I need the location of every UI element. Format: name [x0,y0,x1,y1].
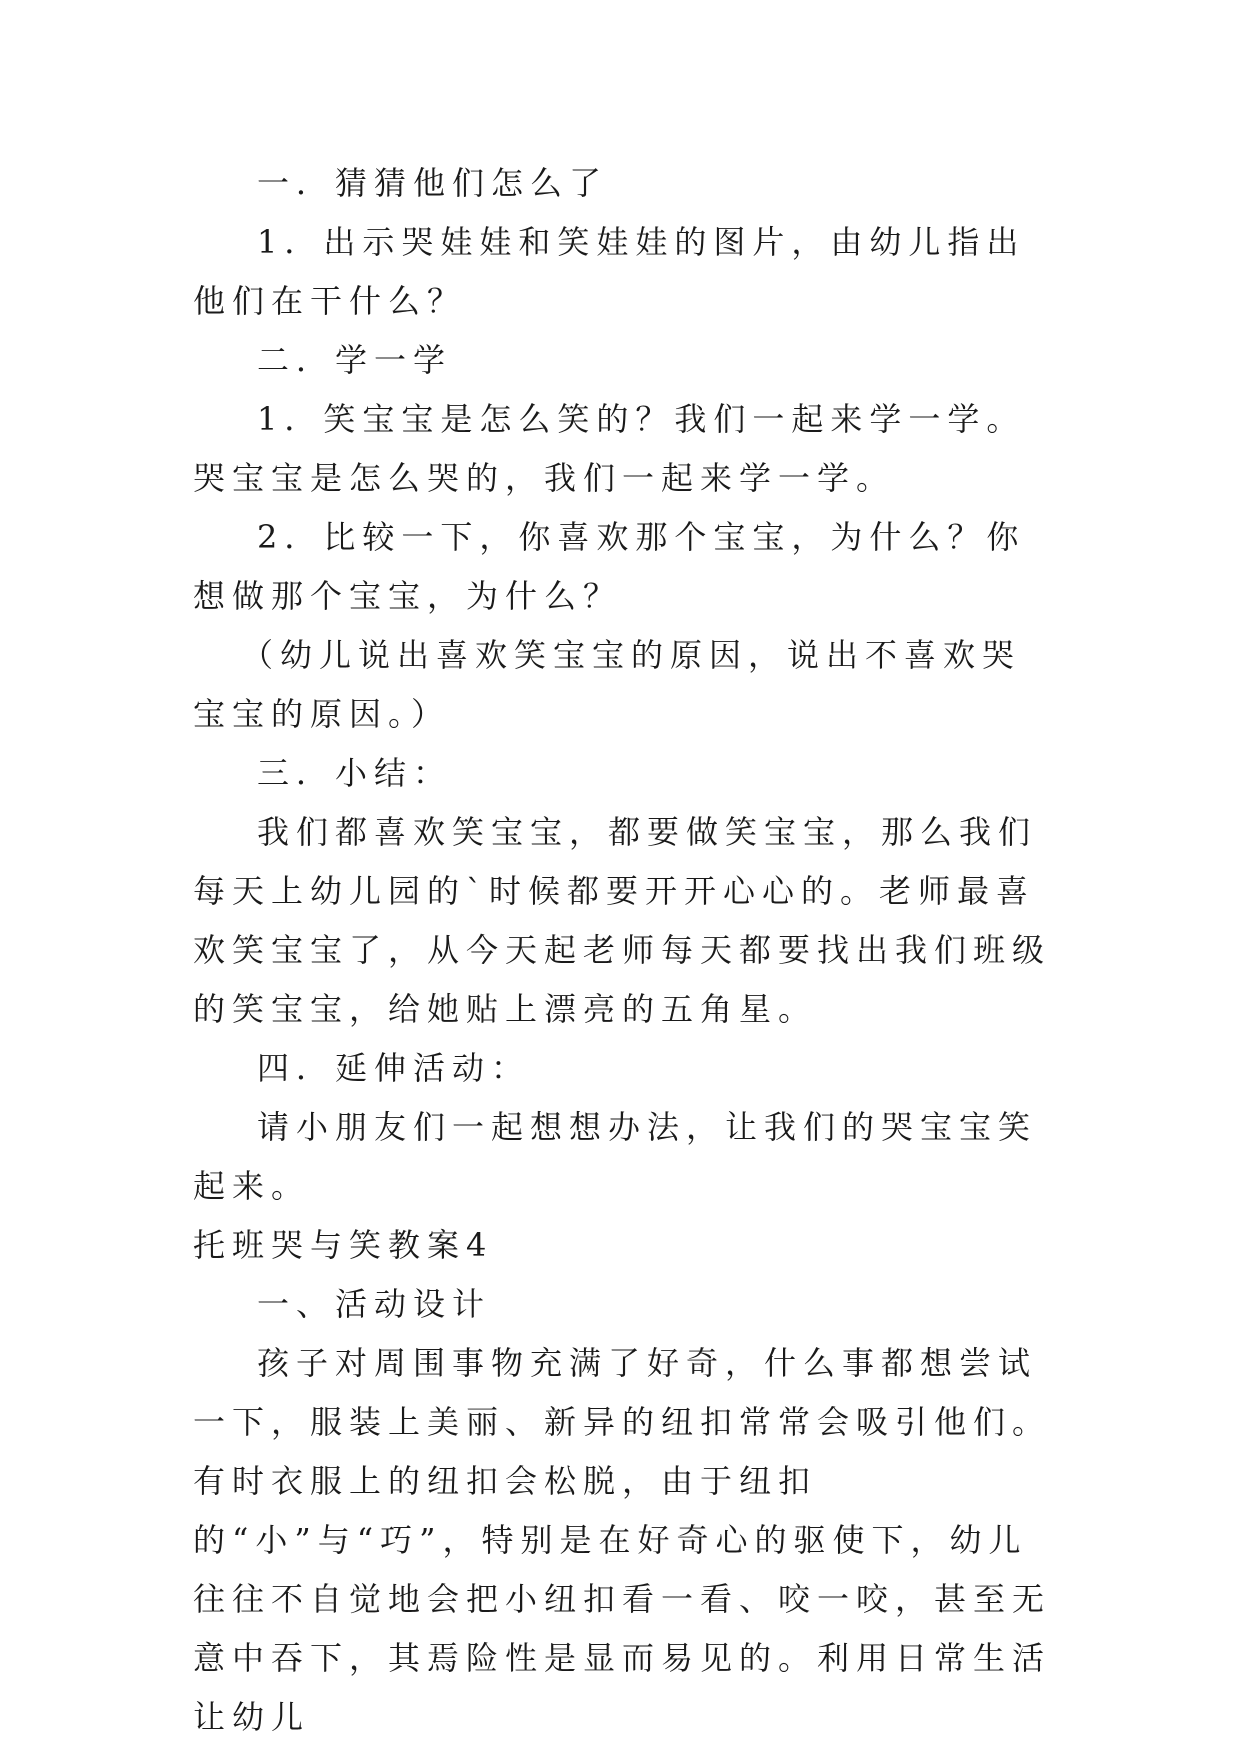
paragraph-reasons-note: （幼儿说出喜欢笑宝宝的原因，说出不喜欢哭宝宝的原因。） [193,636,1022,733]
section-heading-summary: 三．小结： [257,754,453,792]
lesson-plan-title: 托班哭与笑教案4 [193,1226,494,1264]
section-heading-activity-design: 一、活动设计 [257,1285,492,1323]
paragraph-compare: 2．比较一下，你喜欢那个宝宝，为什么？你想做那个宝宝，为什么？ [193,518,1026,615]
paragraph-extension: 请小朋友们一起想想办法，让我们的哭宝宝笑起来。 [193,1108,1038,1205]
section-heading-extension: 四．延伸活动： [257,1049,531,1087]
document-body [193,154,1055,1747]
paragraph-learn-laugh-cry: 1．笑宝宝是怎么笑的？我们一起来学一学。哭宝宝是怎么哭的，我们一起来学一学。 [193,400,1026,497]
paragraph-summary: 我们都喜欢笑宝宝，都要做笑宝宝，那么我们每天上幼儿园的`时候都要开开心心的。老师最喜欢笑宝宝了，从今天起老师每天都要找出我们班级的笑宝宝，给她贴上漂亮的五角星。 [193,813,1052,1028]
paragraph-activity-design: 孩子对周围事物充满了好奇，什么事都想尝试一下，服装上美丽、新异的纽扣常常会吸引他们。有时衣服上的纽扣会松脱，由于纽扣的“小”与“巧”，特别是在好奇心的驱使下，幼儿往往不自觉地会把小纽扣看一看、咬一咬，甚至无意中吞下，其焉险性是显而易见的。利用日常生活让幼儿 [193,1344,1052,1736]
section-heading-learn: 二．学一学 [257,341,453,379]
section-heading-guess: 一．猜猜他们怎么了 [257,164,609,202]
paragraph-show-pictures: 1．出示哭娃娃和笑娃娃的图片，由幼儿指出他们在干什么？ [193,223,1026,320]
